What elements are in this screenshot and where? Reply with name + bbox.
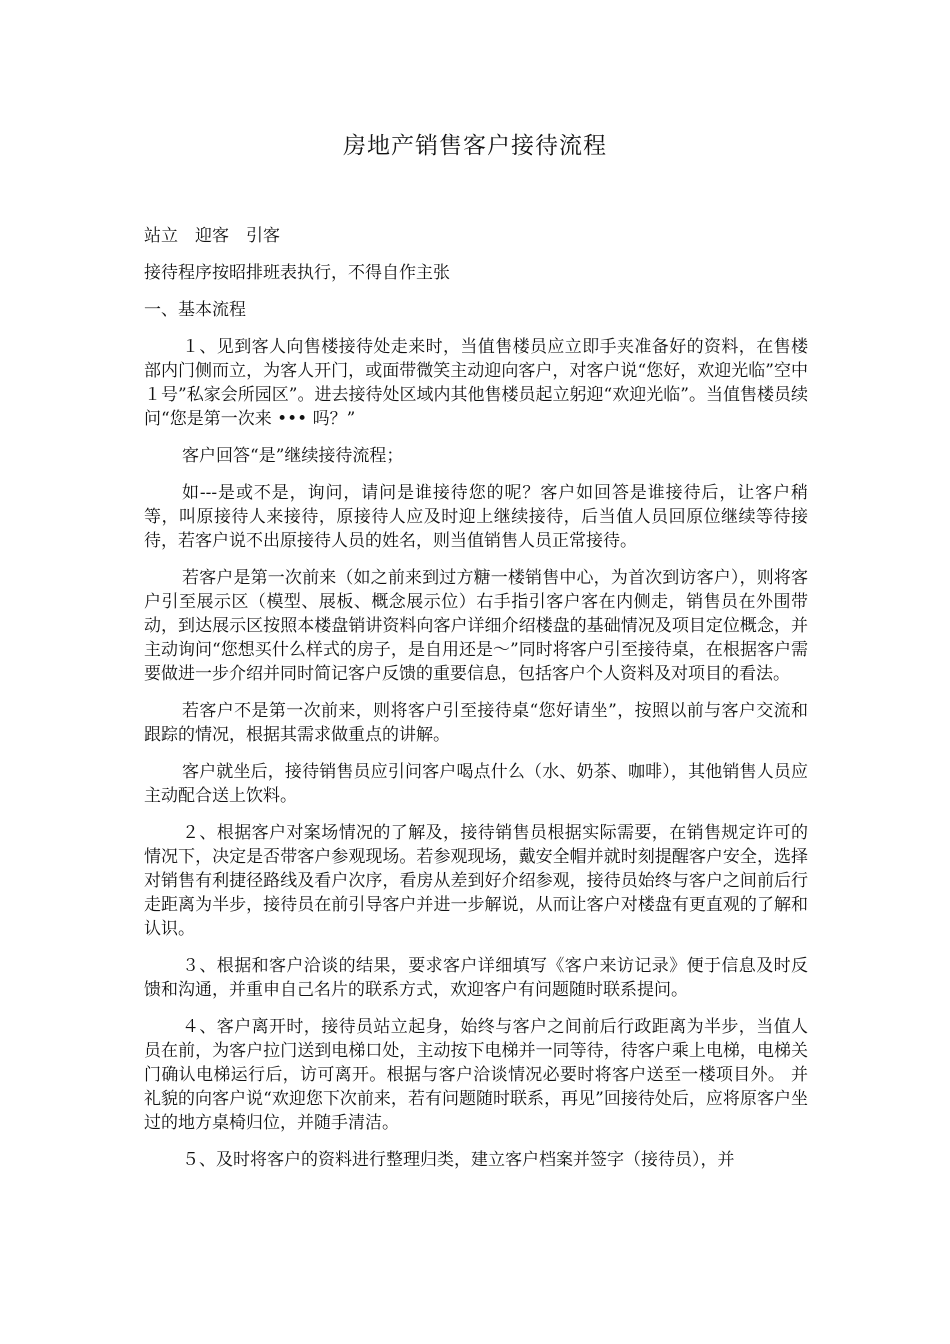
section-heading: 一、基本流程 xyxy=(144,300,246,320)
document-body xyxy=(144,224,808,1185)
paragraph-first-visit: 若客户是第一次前来（如之前来到过方糖一楼销售中心，为首次到访客户），则将客户引至展示区（模型、展板、概念展示位）右手指引客户客在内侧走，销售员在外围带动，到达展示区按照本楼盘销讲资料向客户详细介绍楼盘的基础情况及项目定位概念，并主动询问“您想买什么样式的房子，是自用还是～”同时将客户引至接待桌，在根据客户需要做进一步介绍并同时简记客户反馈的重要信息，包括客户个人资料及对项目的看法。 xyxy=(144,568,808,684)
document-title: 房地产销售客户接待流程 xyxy=(343,133,607,159)
paragraph-step-5: ５、及时将客户的资料进行整理归类，建立客户档案并签字（接待员），并 xyxy=(182,1150,735,1170)
paragraph-customer-answer: 客户回答“是”继续接待流程； xyxy=(182,446,404,466)
paragraph-step-2: ２、根据客户对案场情况的了解及，接待销售员根据实际需要，在销售规定许可的情况下，决定是否带客户参观现场。若参观现场，戴安全帽并就时刻提醒客户安全，选择对销售有利捷径路线及看户次序，看房从差到好介绍参观，接待员始终与客户之间前后行走距离为半步，接待员在前引导客户并进一步解说，从而让客户对楼盘有更直观的了解和认识。 xyxy=(144,823,808,939)
paragraph-step-4: ４、客户离开时，接待员站立起身，始终与客户之间前后行政距离为半步，当值人员在前，为客户拉门送到电梯口处，主动按下电梯并一同等待，待客户乘上电梯，电梯关门确认电梯运行后，访可离开。根据与客户洽谈情况必要时将客户送至一楼项目外。 并礼貌的向客户说“欢迎您下次前来，若有问题随时联系，再见”回接待处后，应将原客户坐过的地方桌椅归位，并随手清洁。 xyxy=(144,1017,808,1133)
paragraph-returning-check: 如---是或不是，询问，请问是谁接待您的呢？客户如回答是谁接待后，让客户稍等，叫原接待人来接待，原接待人应及时迎上继续接待，后当值人员回原位继续等待接待，若客户说不出原接待人员的姓名，则当值销售人员正常接待。 xyxy=(144,483,808,551)
paragraph-step-3: ３、根据和客户洽谈的结果，要求客户详细填写《客户来访记录》便于信息及时反馈和沟通，并重申自己名片的联系方式，欢迎客户有问题随时联系提问。 xyxy=(144,956,808,1000)
paragraph-seating: 客户就坐后，接待销售员应引问客户喝点什么（水、奶茶、咖啡），其他销售人员应主动配合送上饮料。 xyxy=(144,762,808,806)
paragraph-step-1: １、见到客人向售楼接待处走来时，当值售楼员应立即手夹准备好的资料，在售楼部内门侧而立，为客人开门，或面带微笑主动迎向客户，对客户说“您好，欢迎光临”空中１号”私家会所园区”。进去接待处区域内其他售楼员起立躬迎“欢迎光临”。当值售楼员续问“您是第一次来 ••• 吗？” xyxy=(144,337,808,429)
rule-line: 接待程序按昭排班表执行，不得自作主张 xyxy=(144,263,450,283)
paragraph-repeat-visit: 若客户不是第一次前来，则将客户引至接待桌“您好请坐”，按照以前与客户交流和跟踪的情况，根据其需求做重点的讲解。 xyxy=(144,701,808,745)
subtitle-line: 站立 迎客 引客 xyxy=(144,226,280,246)
